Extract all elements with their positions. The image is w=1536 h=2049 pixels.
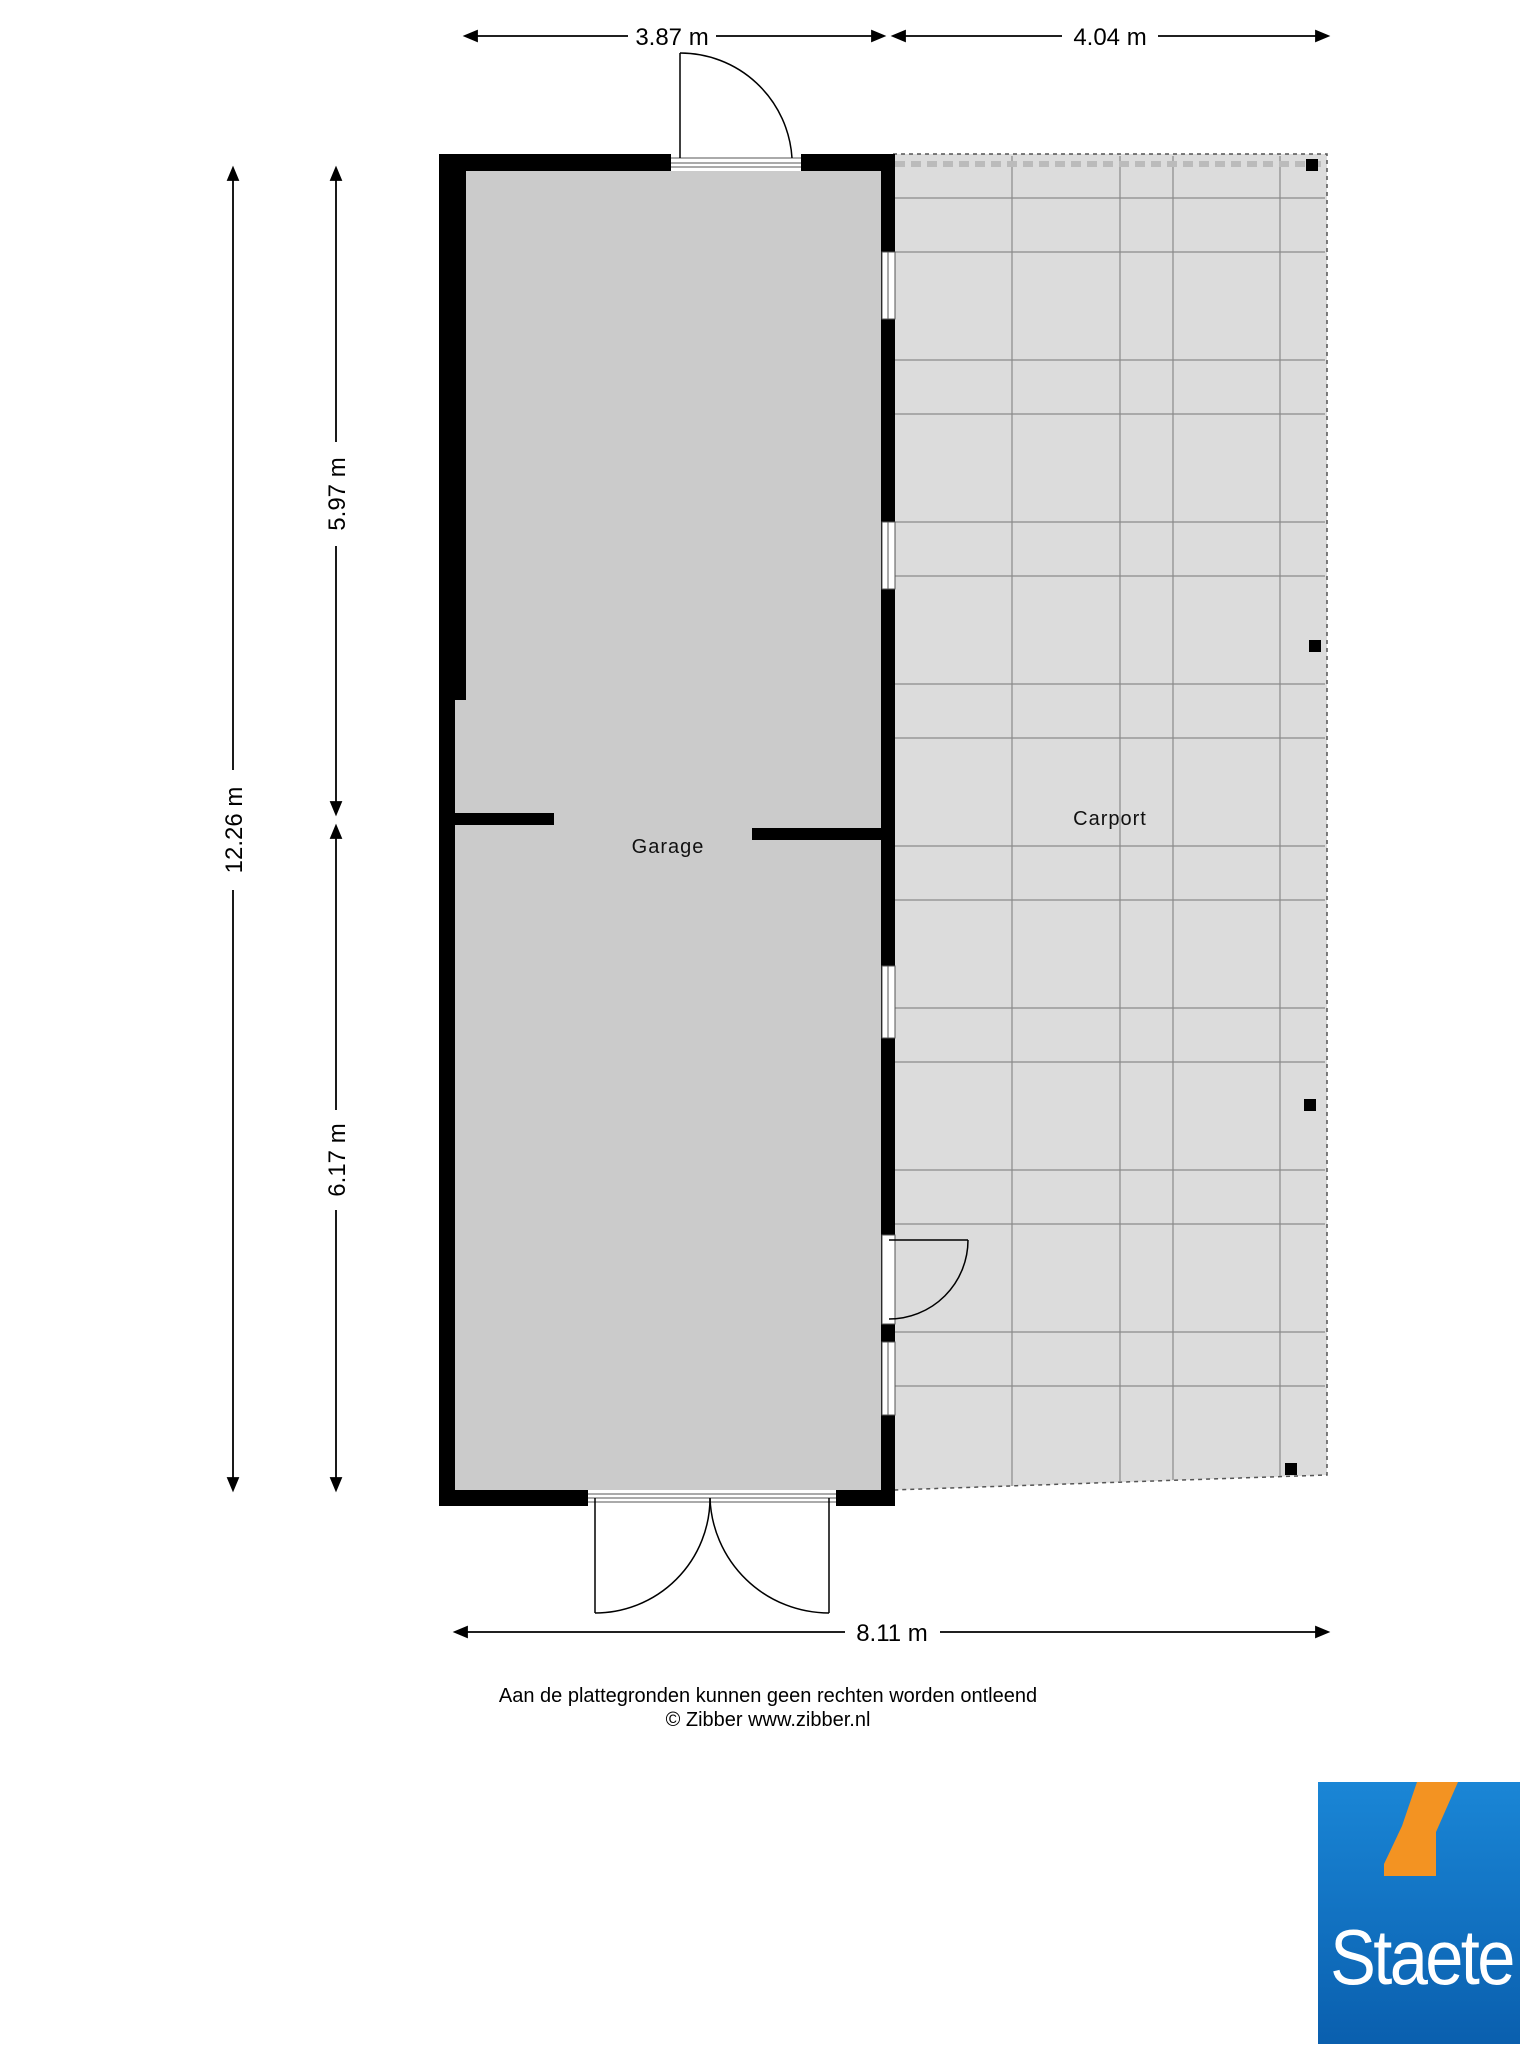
top-door-swing [680,53,792,158]
dim-top-left: 3.87 m [635,24,709,51]
dim-left-total: 12.26 m [221,786,248,874]
room-label-garage: Garage [631,836,705,858]
staete-logo [1318,1782,1520,2044]
interior-wall [752,828,882,840]
carport-post [1304,1099,1316,1111]
dim-bottom-total: 8.11 m [856,1620,928,1647]
dim-top-right: 4.04 m [1073,24,1147,51]
carport-post [1285,1463,1297,1475]
disclaimer-line-1: Aan de plattegronden kunnen geen rechten worden ontleend [498,1685,1038,1707]
interior-wall [455,813,554,825]
bottom-door-swing-left [595,1498,710,1613]
dim-left-upper: 5.97 m [324,457,351,531]
dim-left-lower: 6.17 m [324,1123,351,1197]
disclaimer-line-2: © Zibber www.zibber.nl [665,1709,871,1731]
carport-post [1306,159,1318,171]
bottom-door-swing-right [710,1498,829,1613]
side-door-opening [882,1235,895,1324]
room-label-carport: Carport [1073,808,1147,830]
logo-text: Staete [1330,1913,1513,2001]
carport-post [1309,640,1321,652]
